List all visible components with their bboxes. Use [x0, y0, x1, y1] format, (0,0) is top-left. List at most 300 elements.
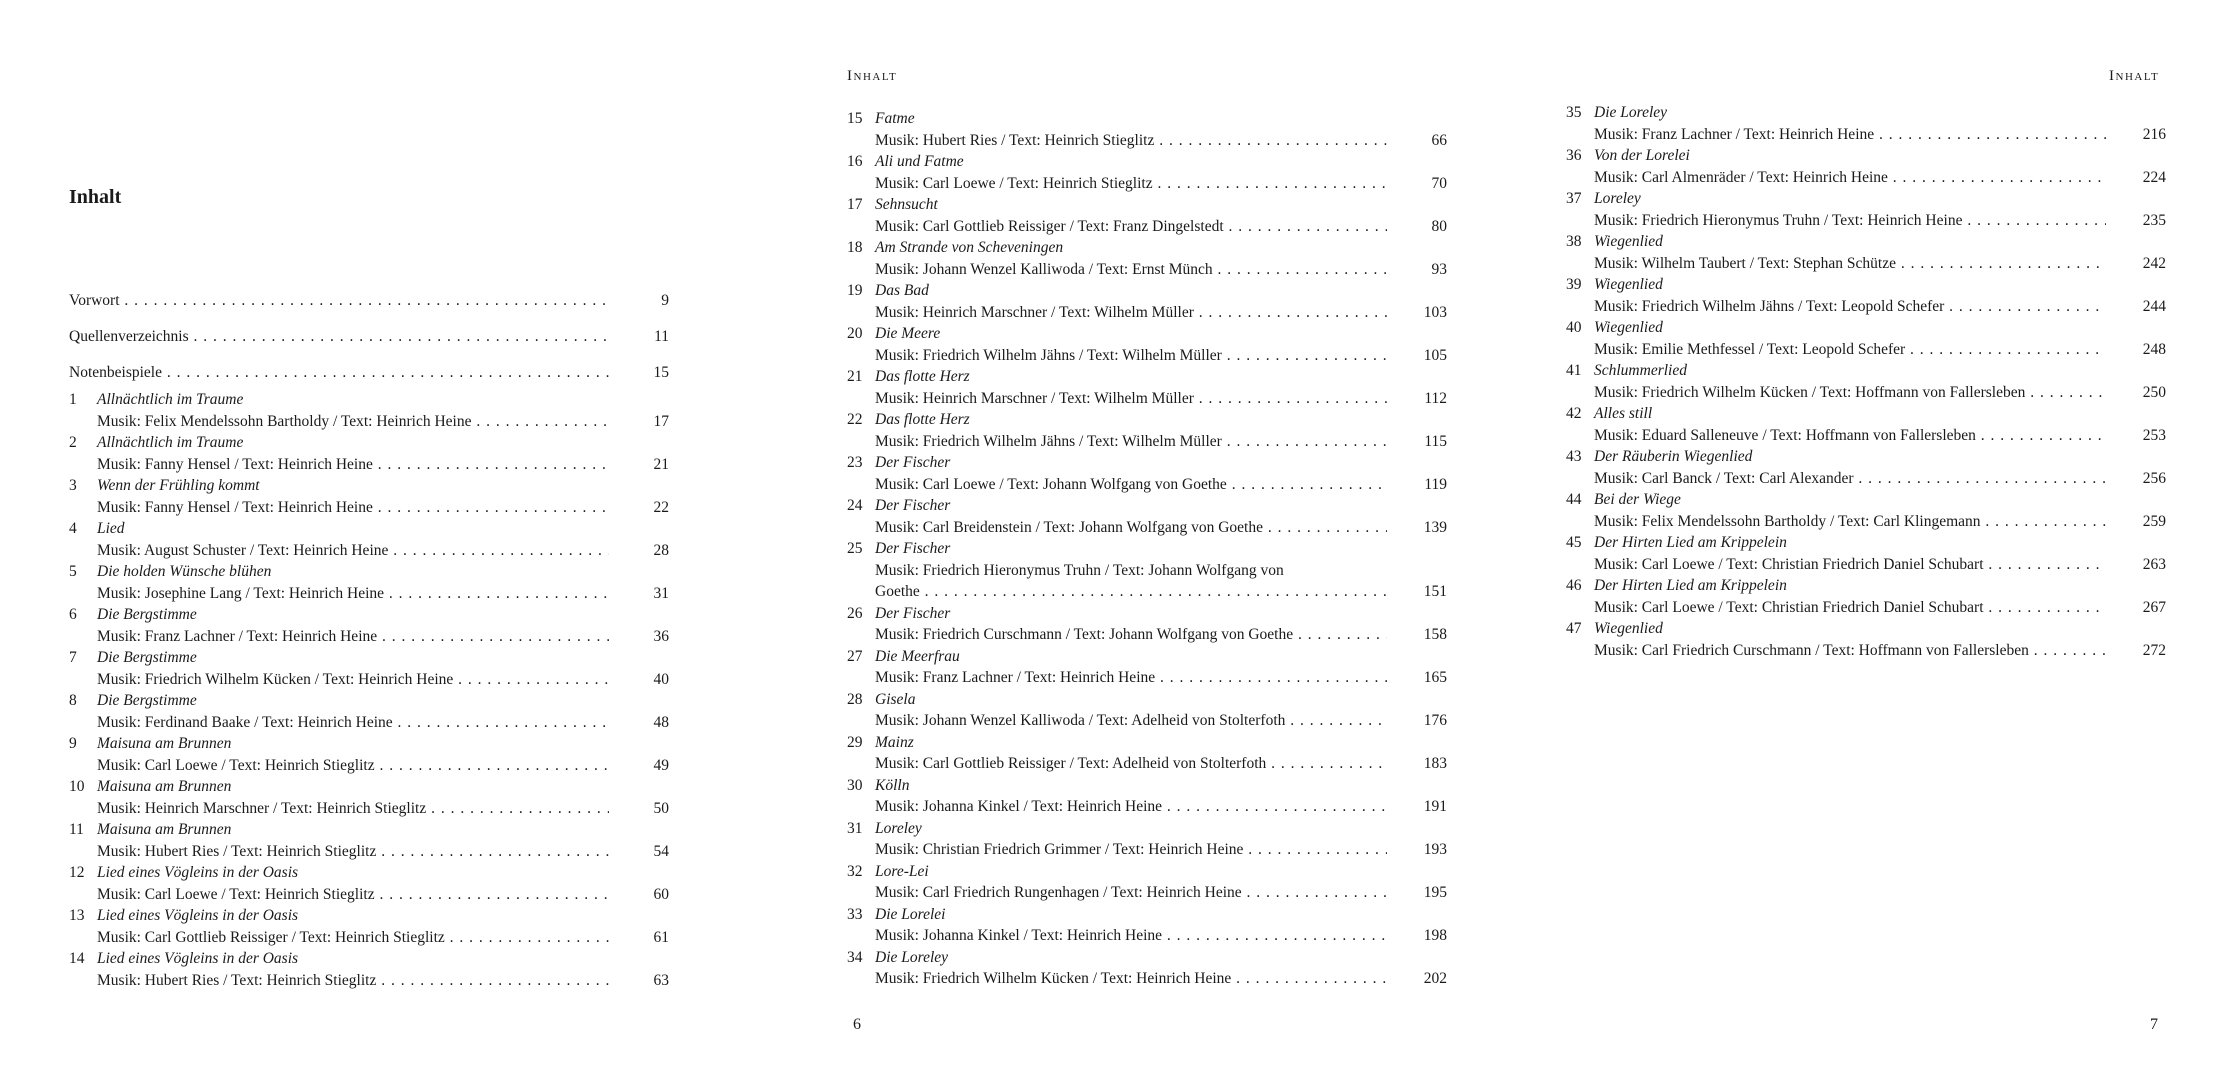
credit-text: Musik: Hubert Ries / Text: Heinrich Stieglitz . . . [97, 970, 609, 992]
work-title: Die Loreley [875, 948, 949, 966]
toc-entry-title-line [69, 776, 669, 798]
credit-text: Musik: Hubert Ries / Text: Heinrich Stieglitz . . . [875, 130, 1387, 152]
credit-text: Musik: Heinrich Marschner / Text: Heinrich Stieglitz . . . [97, 798, 609, 820]
front-matter-page: 9 [661, 292, 669, 309]
toc-entry-title-line [847, 151, 1447, 173]
toc-entry-title-line [1566, 446, 2166, 468]
toc-entry-credit-line [1566, 425, 2166, 447]
entry-page: 112 [1424, 389, 1447, 407]
work-title: Das Bad [875, 282, 929, 299]
entry-page: 54 [653, 842, 669, 860]
work-title: Am Strande von Scheveningen [875, 239, 1064, 256]
credit-text: Musik: Friedrich Wilhelm Kücken / Text: Hoffmann von Fallersleben . . . [1594, 382, 2106, 404]
entry-number: 25 [847, 540, 863, 557]
toc-entry-credit-line [69, 583, 669, 605]
credit-text: Musik: Fanny Hensel / Text: Heinrich Heine . . . [97, 497, 609, 519]
entry-number: 10 [69, 778, 85, 795]
toc-entry-credit-line [1566, 554, 2166, 576]
credit-text: Musik: Ferdinand Baake / Text: Heinrich Heine . . . [97, 712, 609, 734]
front-matter-item [69, 319, 669, 355]
credit-text: Musik: Eduard Salleneuve / Text: Hoffmann von Fallersleben . . . [1594, 425, 2106, 447]
entry-number: 47 [1566, 620, 1582, 637]
toc-entry-title-line [1566, 102, 2166, 124]
toc-entry-credit-line [1566, 210, 2166, 232]
toc-entry-credit-line [69, 798, 669, 820]
work-title: Lore-Lei [875, 862, 929, 880]
toc-entry-credit-line [847, 839, 1447, 861]
work-title: Der Räuberin Wiegenlied [1594, 448, 1753, 465]
credit-text: Musik: Friedrich Wilhelm Kücken / Text: Heinrich Heine . . . [875, 968, 1387, 990]
work-title: Die Bergstimme [97, 606, 197, 623]
entry-number: 17 [847, 196, 863, 213]
entry-page: 272 [2142, 641, 2166, 659]
work-title: Wenn der Frühling kommt [97, 477, 260, 494]
toc-entry-credit-line [69, 669, 669, 691]
credit-text: Musik: Carl Loewe / Text: Christian Friedrich Daniel Schubart . . . [1594, 597, 2106, 619]
entry-number: 34 [847, 948, 863, 966]
front-matter-item [69, 355, 669, 391]
entry-page: 50 [653, 799, 669, 817]
entry-page: 151 [1423, 583, 1447, 600]
toc-entry-credit-line [847, 560, 1447, 582]
toc-entry-credit-line [69, 454, 669, 476]
credit-text: Musik: Johanna Kinkel / Text: Heinrich Heine . . . [875, 925, 1387, 947]
work-title: Die Meere [875, 325, 941, 342]
credit-text: Musik: Friedrich Curschmann / Text: Johann Wolfgang von Goethe . . . [875, 624, 1387, 646]
toc-entry-title-line [847, 904, 1447, 926]
toc-entry-title-line [847, 366, 1447, 388]
toc-entry-credit-line [69, 970, 669, 992]
entry-page: 105 [1423, 346, 1447, 364]
entry-number: 37 [1566, 190, 1582, 207]
work-title: Lied [97, 520, 125, 537]
entry-number: 8 [69, 692, 77, 709]
entry-page: 158 [1423, 626, 1447, 643]
work-title: Maisuna am Brunnen [97, 735, 232, 752]
entry-page: 176 [1423, 712, 1447, 729]
entry-number: 19 [847, 282, 863, 299]
credit-text: Musik: Carl Loewe / Text: Christian Friedrich Daniel Schubart . . . [1594, 554, 2106, 576]
entry-page: 22 [653, 498, 669, 516]
work-title: Lied eines Vögleins in der Oasis [97, 907, 299, 924]
toc-entry-title-line [69, 389, 669, 411]
entry-number: 40 [1566, 319, 1582, 336]
toc-entry-credit-line [69, 884, 669, 906]
entry-number: 43 [1566, 448, 1582, 465]
toc-entry-credit-line [1566, 167, 2166, 189]
entry-number: 27 [847, 647, 863, 665]
credit-text: Musik: Carl Loewe / Text: Heinrich Stieglitz . . . [97, 884, 609, 906]
work-title: Der Fischer [875, 497, 951, 514]
toc-entry-credit-line [1566, 124, 2166, 146]
entry-page: 202 [1423, 970, 1447, 987]
work-title: Fatme [875, 110, 915, 127]
work-title: Wiegenlied [1594, 276, 1663, 293]
entry-page: 263 [2142, 555, 2166, 573]
toc-entry-credit-line [847, 130, 1447, 152]
front-matter-page: 11 [654, 328, 669, 345]
toc-entry-title-line [847, 194, 1447, 216]
entry-page: 36 [653, 627, 669, 645]
toc-entry-credit-line [847, 345, 1447, 367]
toc-entry-title-line [1566, 231, 2166, 253]
work-title: Das flotte Herz [875, 411, 970, 428]
entry-page: 93 [1431, 260, 1447, 278]
entry-page: 256 [2142, 469, 2166, 487]
entry-number: 39 [1566, 276, 1582, 293]
front-matter-list [69, 283, 669, 391]
entry-page: 224 [2142, 168, 2166, 186]
front-matter-page: 15 [653, 364, 669, 381]
toc-entry-credit-line [847, 710, 1447, 732]
entry-number: 22 [847, 411, 863, 428]
toc-entry-credit-line [1566, 296, 2166, 318]
left-page [0, 0, 700, 1080]
toc-entry-title-line [69, 647, 669, 669]
toc-entry-title-line [847, 538, 1447, 560]
toc-entry-title-line [1566, 489, 2166, 511]
work-title: Lied eines Vögleins in der Oasis [97, 864, 299, 881]
toc-entry-title-line [1566, 532, 2166, 554]
credit-text: Musik: Josephine Lang / Text: Heinrich Heine . . . [97, 583, 609, 605]
toc-entry-credit-line [1566, 597, 2166, 619]
entry-page: 165 [1423, 669, 1447, 686]
entry-number: 44 [1566, 491, 1582, 508]
credit-text: Musik: Felix Mendelssohn Bartholdy / Text: Carl Klingemann . . . [1594, 511, 2106, 533]
toc-entry-credit-line [69, 712, 669, 734]
credit-text: Musik: Carl Breidenstein / Text: Johann Wolfgang von Goethe . . . [875, 517, 1387, 539]
work-title: Die Bergstimme [97, 649, 197, 666]
work-title: Loreley [875, 819, 922, 837]
entry-number: 28 [847, 690, 863, 708]
toc-entry-title-line [847, 603, 1447, 625]
entry-page: 250 [2142, 383, 2166, 401]
toc-entry-title-line [69, 862, 669, 884]
credit-text: Musik: Carl Loewe / Text: Heinrich Stieglitz . . . [875, 173, 1387, 195]
toc-entry-title-line [1566, 403, 2166, 425]
toc-entry-title-line [847, 775, 1447, 797]
work-title: Die holden Wünsche blühen [97, 563, 272, 580]
entry-number: 26 [847, 604, 863, 622]
work-title: Der Fischer [875, 604, 951, 622]
entry-number: 20 [847, 325, 863, 342]
toc-list-right [1566, 102, 2166, 661]
entry-page: 103 [1423, 303, 1447, 321]
work-title: Schlummerlied [1594, 362, 1687, 379]
entry-page: 248 [2142, 340, 2166, 358]
credit-text: Musik: Heinrich Marschner / Text: Wilhelm Müller . . . [875, 388, 1387, 410]
credit-text: Musik: Friedrich Wilhelm Jähns / Text: Wilhelm Müller . . . [875, 345, 1387, 367]
entry-number: 33 [847, 905, 863, 923]
toc-entry-title-line [1566, 618, 2166, 640]
entry-number: 42 [1566, 405, 1582, 422]
credit-text: Musik: Emilie Methfessel / Text: Leopold Schefer . . . [1594, 339, 2106, 361]
toc-list-middle [847, 108, 1447, 990]
credit-text: Musik: Johann Wenzel Kalliwoda / Text: Ernst Münch . . . [875, 259, 1387, 281]
entry-page: 70 [1431, 174, 1447, 192]
work-title: Maisuna am Brunnen [97, 778, 232, 795]
toc-entry-title-line [847, 323, 1447, 345]
credit-text: Musik: Felix Mendelssohn Bartholdy / Text: Heinrich Heine . . . [97, 411, 609, 433]
entry-number: 5 [69, 563, 77, 580]
toc-entry-title-line [847, 861, 1447, 883]
toc-entry-credit-line [1566, 382, 2166, 404]
credit-text: Musik: Carl Gottlieb Reissiger / Text: Adelheid von Stolterfoth . . . [875, 753, 1387, 775]
entry-page: 60 [653, 885, 669, 903]
work-title: Sehnsucht [875, 196, 938, 213]
toc-entry-credit-line [69, 841, 669, 863]
work-title: Wiegenlied [1594, 620, 1663, 637]
toc-entry-title-line [847, 646, 1447, 668]
work-title: Der Hirten Lied am Krippelein [1594, 577, 1787, 594]
credit-text-continued: Goethe . . . [875, 581, 1387, 603]
entry-number: 38 [1566, 233, 1582, 250]
entry-page: 183 [1423, 755, 1447, 772]
entry-page: 66 [1431, 131, 1447, 149]
credit-text: Musik: Christian Friedrich Grimmer / Text: Heinrich Heine . . . [875, 839, 1387, 861]
toc-entry-title-line [847, 732, 1447, 754]
credit-text: Musik: Hubert Ries / Text: Heinrich Stieglitz . . . [97, 841, 609, 863]
entry-page: 63 [653, 971, 669, 989]
page-number-left: 6 [853, 1016, 861, 1033]
entry-number: 14 [69, 950, 85, 967]
work-title: Von der Lorelei [1594, 147, 1690, 164]
entry-number: 3 [69, 477, 77, 494]
credit-text: Musik: Carl Almenräder / Text: Heinrich Heine . . . [1594, 167, 2106, 189]
entry-number: 7 [69, 649, 77, 666]
toc-entry-title-line [847, 280, 1447, 302]
entry-page: 31 [653, 584, 669, 602]
toc-entry-title-line [1566, 145, 2166, 167]
entry-page: 242 [2142, 254, 2166, 272]
work-title: Mainz [875, 733, 914, 751]
work-title: Alles still [1594, 405, 1653, 422]
credit-text: Musik: Friedrich Hieronymus Truhn / Text: Johann Wolfgang von [875, 561, 1284, 579]
toc-entry-credit-line [847, 581, 1447, 603]
toc-entry-title-line [847, 818, 1447, 840]
entry-page: 21 [653, 455, 669, 473]
toc-entry-title-line [847, 452, 1447, 474]
toc-entry-credit-line [847, 173, 1447, 195]
entry-number: 36 [1566, 147, 1582, 164]
front-matter-label: Notenbeispiele . . . [69, 355, 609, 391]
front-matter-label: Quellenverzeichnis . . . [69, 319, 609, 355]
toc-entry-title-line [847, 947, 1447, 969]
credit-text: Musik: Franz Lachner / Text: Heinrich Heine . . . [1594, 124, 2106, 146]
toc-entry-credit-line [1566, 253, 2166, 275]
right-page [1460, 0, 2220, 1080]
entry-page: 244 [2142, 297, 2166, 315]
toc-entry-credit-line [1566, 468, 2166, 490]
entry-number: 2 [69, 434, 77, 451]
entry-number: 46 [1566, 577, 1582, 594]
entry-page: 139 [1423, 518, 1447, 536]
entry-number: 31 [847, 819, 863, 837]
toc-entry-title-line [847, 108, 1447, 130]
toc-entry-title-line [1566, 274, 2166, 296]
toc-entry-credit-line [1566, 640, 2166, 662]
toc-entry-title-line [847, 409, 1447, 431]
entry-page: 216 [2142, 125, 2166, 143]
entry-number: 45 [1566, 534, 1582, 551]
credit-text: Musik: Carl Loewe / Text: Heinrich Stieglitz . . . [97, 755, 609, 777]
toc-entry-credit-line [847, 753, 1447, 775]
toc-entry-credit-line [847, 259, 1447, 281]
entry-number: 41 [1566, 362, 1582, 379]
toc-entry-credit-line [847, 517, 1447, 539]
toc-entry-credit-line [847, 431, 1447, 453]
toc-entry-title-line [1566, 360, 2166, 382]
toc-entry-credit-line [847, 388, 1447, 410]
work-title: Bei der Wiege [1594, 491, 1681, 508]
entry-page: 40 [653, 670, 669, 688]
entry-number: 21 [847, 368, 863, 385]
toc-entry-title-line [847, 689, 1447, 711]
work-title: Allnächtlich im Traume [97, 434, 244, 451]
toc-entry-title-line [69, 733, 669, 755]
credit-text: Musik: Carl Loewe / Text: Johann Wolfgang von Goethe . . . [875, 474, 1387, 496]
entry-page: 80 [1431, 217, 1447, 235]
work-title: Der Fischer [875, 454, 951, 471]
toc-entry-title-line [69, 819, 669, 841]
toc-entry-title-line [69, 561, 669, 583]
work-title: Wiegenlied [1594, 319, 1663, 336]
toc-entry-credit-line [847, 474, 1447, 496]
work-title: Ali und Fatme [875, 153, 964, 170]
credit-text: Musik: Johann Wenzel Kalliwoda / Text: Adelheid von Stolterfoth . . . [875, 710, 1387, 732]
toc-list-left [69, 389, 669, 991]
entry-page: 193 [1423, 841, 1447, 858]
entry-number: 13 [69, 907, 85, 924]
work-title: Wiegenlied [1594, 233, 1663, 250]
toc-entry-title-line [69, 518, 669, 540]
work-title: Maisuna am Brunnen [97, 821, 232, 838]
entry-number: 11 [69, 821, 84, 838]
toc-entry-credit-line [69, 411, 669, 433]
work-title: Kölln [875, 776, 910, 794]
entry-page: 195 [1423, 884, 1447, 901]
work-title: Die Lorelei [875, 905, 946, 923]
credit-text: Musik: Carl Gottlieb Reissiger / Text: Franz Dingelstedt . . . [875, 216, 1387, 238]
credit-text: Musik: Carl Friedrich Curschmann / Text: Hoffmann von Fallersleben . . . [1594, 640, 2106, 662]
entry-number: 6 [69, 606, 77, 623]
entry-number: 15 [847, 110, 863, 127]
entry-page: 191 [1423, 798, 1447, 815]
toc-entry-credit-line [847, 667, 1447, 689]
entry-page: 267 [2142, 598, 2166, 616]
entry-number: 29 [847, 733, 863, 751]
front-matter-item [69, 283, 669, 319]
credit-text: Musik: Heinrich Marschner / Text: Wilhelm Müller . . . [875, 302, 1387, 324]
entry-page: 49 [653, 756, 669, 774]
credit-text: Musik: Carl Banck / Text: Carl Alexander . . . [1594, 468, 2106, 490]
middle-page [700, 0, 1460, 1080]
toc-entry-credit-line [847, 796, 1447, 818]
toc-entry-title-line [1566, 188, 2166, 210]
page-title: Inhalt [69, 186, 122, 208]
entry-number: 23 [847, 454, 863, 471]
running-header-left: Inhalt [847, 68, 898, 84]
running-header-right: Inhalt [2109, 68, 2160, 84]
work-title: Die Loreley [1594, 104, 1668, 121]
credit-text: Musik: Fanny Hensel / Text: Heinrich Heine . . . [97, 454, 609, 476]
entry-page: 235 [2142, 211, 2166, 229]
work-title: Lied eines Vögleins in der Oasis [97, 950, 299, 967]
toc-entry-credit-line [1566, 339, 2166, 361]
toc-entry-credit-line [69, 497, 669, 519]
toc-entry-title-line [847, 495, 1447, 517]
entry-number: 1 [69, 391, 77, 408]
toc-entry-title-line [1566, 575, 2166, 597]
entry-page: 259 [2142, 512, 2166, 530]
toc-entry-title-line [69, 690, 669, 712]
work-title: Allnächtlich im Traume [97, 391, 244, 408]
entry-page: 28 [653, 541, 669, 559]
page-number-right: 7 [2150, 1016, 2158, 1033]
entry-number: 30 [847, 776, 863, 794]
toc-entry-title-line [69, 948, 669, 970]
credit-text: Musik: Wilhelm Taubert / Text: Stephan Schütze . . . [1594, 253, 2106, 275]
work-title: Der Fischer [875, 540, 951, 557]
entry-number: 24 [847, 497, 863, 514]
credit-text: Musik: Friedrich Wilhelm Jähns / Text: Leopold Schefer . . . [1594, 296, 2106, 318]
toc-entry-credit-line [69, 540, 669, 562]
toc-entry-credit-line [69, 626, 669, 648]
toc-entry-credit-line [69, 755, 669, 777]
toc-entry-credit-line [1566, 511, 2166, 533]
entry-page: 61 [653, 928, 669, 946]
credit-text: Musik: Carl Friedrich Rungenhagen / Text: Heinrich Heine . . . [875, 882, 1387, 904]
credit-text: Musik: August Schuster / Text: Heinrich Heine . . . [97, 540, 609, 562]
entry-page: 17 [653, 412, 669, 430]
toc-entry-credit-line [847, 925, 1447, 947]
toc-entry-credit-line [847, 968, 1447, 990]
toc-entry-title-line [69, 905, 669, 927]
entry-page: 253 [2142, 426, 2166, 444]
entry-page: 48 [653, 713, 669, 731]
toc-entry-credit-line [847, 216, 1447, 238]
toc-entry-credit-line [847, 302, 1447, 324]
credit-text: Musik: Franz Lachner / Text: Heinrich Heine . . . [97, 626, 609, 648]
toc-entry-title-line [69, 475, 669, 497]
work-title: Loreley [1594, 190, 1641, 207]
credit-text: Musik: Friedrich Wilhelm Kücken / Text: Heinrich Heine . . . [97, 669, 609, 691]
toc-entry-title-line [69, 604, 669, 626]
toc-entry-title-line [69, 432, 669, 454]
credit-text: Musik: Franz Lachner / Text: Heinrich Heine . . . [875, 667, 1387, 689]
entry-page: 198 [1423, 927, 1447, 944]
entry-number: 18 [847, 239, 863, 256]
entry-page: 115 [1424, 432, 1447, 450]
credit-text: Musik: Johanna Kinkel / Text: Heinrich Heine . . . [875, 796, 1387, 818]
entry-number: 4 [69, 520, 77, 537]
credit-text: Musik: Friedrich Hieronymus Truhn / Text: Heinrich Heine . . . [1594, 210, 2106, 232]
toc-entry-credit-line [847, 882, 1447, 904]
toc-entry-title-line [1566, 317, 2166, 339]
work-title: Der Hirten Lied am Krippelein [1594, 534, 1787, 551]
work-title: Gisela [875, 690, 916, 708]
credit-text: Musik: Carl Gottlieb Reissiger / Text: Heinrich Stieglitz . . . [97, 927, 609, 949]
front-matter-label: Vorwort . . . [69, 283, 609, 319]
work-title: Die Bergstimme [97, 692, 197, 709]
entry-number: 9 [69, 735, 77, 752]
work-title: Die Meerfrau [875, 647, 960, 665]
entry-page: 119 [1424, 475, 1447, 493]
credit-text: Musik: Friedrich Wilhelm Jähns / Text: Wilhelm Müller . . . [875, 431, 1387, 453]
entry-number: 16 [847, 153, 863, 170]
entry-number: 32 [847, 862, 863, 880]
toc-entry-credit-line [847, 624, 1447, 646]
